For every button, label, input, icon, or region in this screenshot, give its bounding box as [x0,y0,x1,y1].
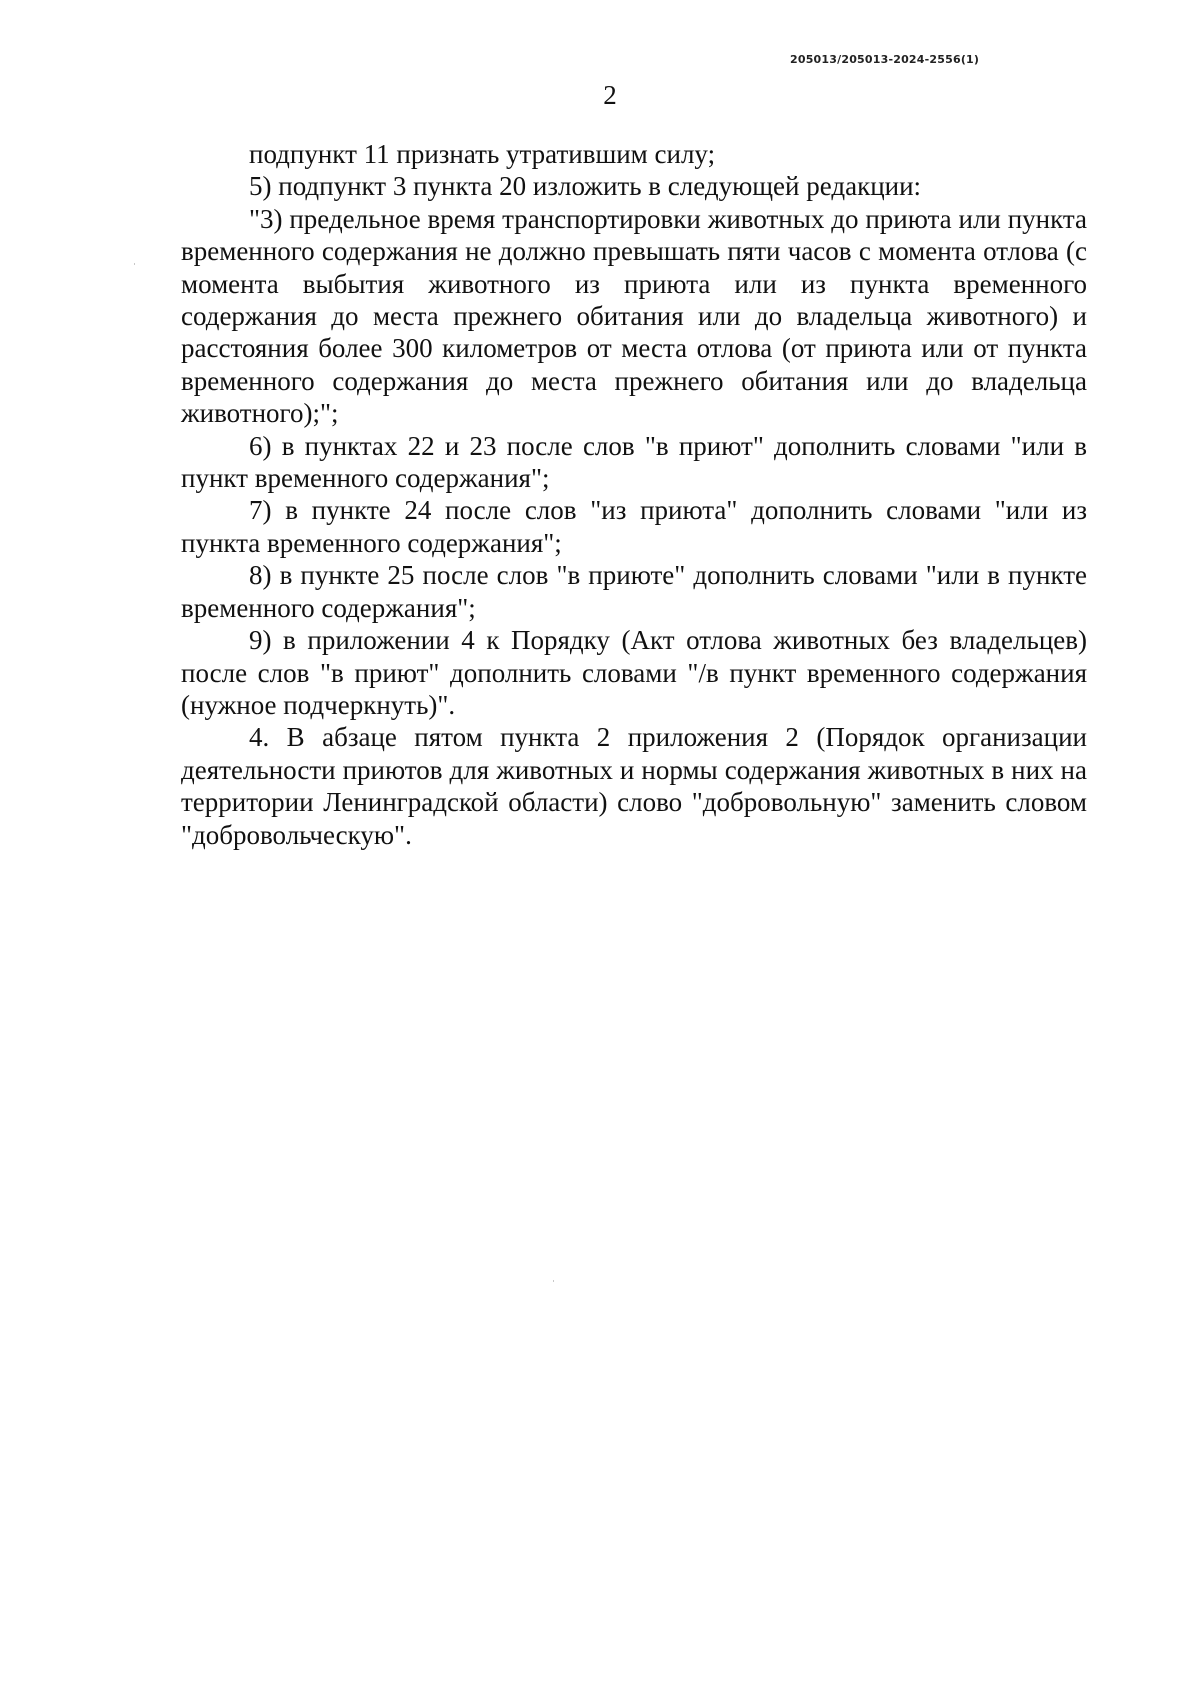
paragraph-item-8: 8) в пункте 25 после слов "в приюте" дополнить словами "или в пункте временного содержания"; [181,560,1087,623]
page-number: 2 [603,80,617,110]
scan-artifact [553,1280,554,1282]
paragraph-quoted-subitem-3: "3) предельное время транспортировки животных до приюта или пункта временного содержания не должно превышать пяти часов с момента отлова (с момента выбытия животного из приюта или из пункта временного содержания до места прежнего обитания или до владельца животного) и расстояния более 300 километров от места отлова (от приюта или от пункта временного содержания до места прежнего обитания или до владельца животного);"; [181,203,1087,429]
paragraph-item-9: 9) в приложении 4 к Порядку (Акт отлова животных без владельцев) после слов "в приют" дополнить словами "/в пункт временного содержания (нужное подчеркнуть)". [181,625,1087,720]
scan-artifact [134,263,135,265]
document-body [181,138,1087,851]
paragraph-item-6: 6) в пунктах 22 и 23 после слов "в приют" дополнить словами "или в пункт временного содержания"; [181,430,1087,494]
paragraph-item-7: 7) в пункте 24 после слов "из приюта" дополнить словами "или из пункта временного содержания"; [181,495,1087,558]
paragraph-subitem-11-repealed: подпункт 11 признать утратившим силу; [249,139,716,169]
paragraph-item-5: 5) подпункт 3 пункта 20 изложить в следующей редакции: [249,171,922,202]
paragraph-section-4: 4. В абзаце пятом пункта 2 приложения 2 (Порядок организации деятельности приютов для животных и нормы содержания животных в них на территории Ленинградской области) слово "добровольную" заменить словом "добровольческую". [181,722,1087,850]
document-id: 205013/205013-2024-2556(1) [790,53,980,66]
